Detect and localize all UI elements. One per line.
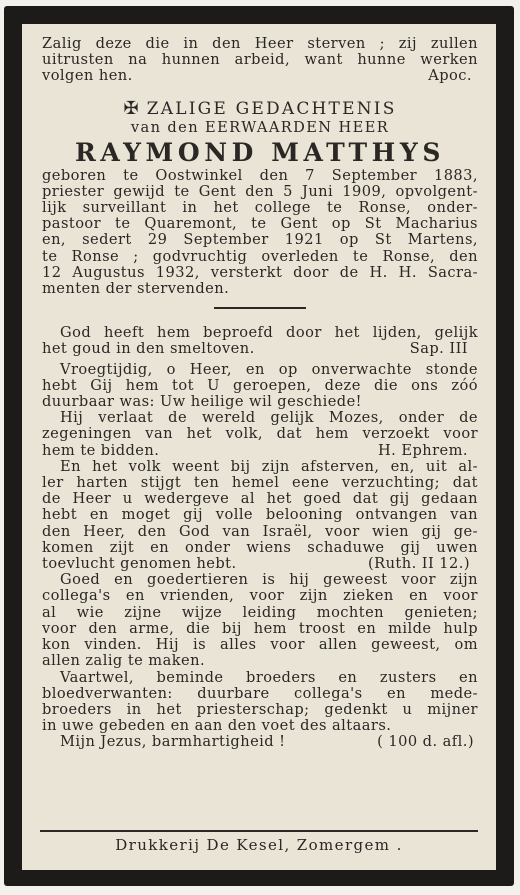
paragraph-line: broeders in het priesterschap; gedenkt u mijner <box>42 700 478 718</box>
paragraph-line: de Heer u wedergeve al het goed dat gij gedaan <box>42 490 478 508</box>
card-content <box>22 24 496 870</box>
footer-divider <box>40 830 478 832</box>
ejaculatory-prayer: Mijn Jezus, barmhartigheid ! <box>60 733 286 751</box>
paragraph-line: hebt Gij hem tot U geroepen, deze die ons zóó <box>42 376 478 394</box>
paragraph-line: hebt en moget gij volle belooning ontvangen van <box>42 506 478 524</box>
biography-line: priester gewijd te Gent den 5 Juni 1909, opvolgent- <box>42 182 478 200</box>
memorial-subtitle: van den EERWAARDEN HEER <box>130 118 390 136</box>
paragraph-line: ler harten stijgt ten hemel eene verzuchting; dat <box>42 474 478 492</box>
tribute-paragraph <box>42 572 478 669</box>
paragraph-line: bloedverwanten: duurbare collega's en mede- <box>42 684 478 702</box>
indulgence-note: ( 100 d. afl.) <box>377 733 474 751</box>
paragraph-line: En het volk weent bij zijn afsterven, en, uit al- <box>60 457 478 475</box>
epigraph-line: Zalig deze die in den Heer sterven ; zij zullen <box>42 35 478 52</box>
paragraph-line: duurbaar was: Uw heilige wil geschiede! <box>42 393 362 411</box>
paragraph-line: God heeft hem beproefd door het lijden, gelijk <box>60 324 478 342</box>
epigraph <box>42 36 478 85</box>
biography-line: te Ronse ; godvruchtig overleden te Ronse, den <box>42 247 478 265</box>
divider <box>214 307 306 309</box>
paragraph-line: Vaartwel, beminde broeders en zusters en <box>60 668 478 686</box>
cross-icon: ✠ <box>123 97 141 119</box>
epigraph-line: volgen hen. <box>42 67 133 85</box>
paragraph-line: Goed en goedertieren is hij geweest voor zijn <box>60 571 478 589</box>
paragraph-line: komen zijt en onder wiens schaduwe gij uwen <box>42 538 478 556</box>
paragraph-line: al wie zijne wijze leiding mochten genieten; <box>42 603 478 621</box>
paragraph-last-row <box>42 556 478 572</box>
deceased-name: RAYMOND MATTHYS <box>74 137 445 167</box>
paragraph-line: in uwe gebeden en aan den voet des altaars. <box>42 717 392 735</box>
paragraph-line: Vroegtijdig, o Heer, en op onverwachte stonde <box>60 360 478 378</box>
epigraph-line: uitrusten na hunnen arbeid, want hunne werken <box>42 51 478 69</box>
paragraph-line: zegeningen van het volk, dat hem verzoekt voor <box>42 425 478 443</box>
epigraph-source: Apoc. <box>428 67 472 85</box>
paragraph-last-row <box>42 341 478 357</box>
paragraph-line: allen zalig te maken. <box>42 652 206 670</box>
paragraph-line: den Heer, den God van Israël, voor wien gij ge- <box>42 522 478 540</box>
memorial-card <box>4 6 514 886</box>
scripture-paragraph <box>42 410 478 459</box>
scripture-paragraph <box>42 459 478 572</box>
biography-line: en, sedert 29 September 1921 op St Martens, <box>42 231 478 249</box>
memorial-title-text: ZALIGE GEDACHTENIS <box>146 98 397 119</box>
biography-line: 12 Augustus 1932, versterkt door de H. H. Sacra- <box>42 263 478 281</box>
farewell-paragraph <box>42 670 478 735</box>
biography-line: lijk surveillant in het college te Ronse, onder- <box>42 199 478 217</box>
paragraph-last-row <box>42 443 478 459</box>
biography-line: geboren te Oostwinkel den 7 September 1883, <box>42 166 478 184</box>
scripture-paragraph <box>42 325 478 357</box>
prayer-row <box>42 734 478 750</box>
paragraph-line: toevlucht genomen hebt. <box>42 555 237 573</box>
paragraph-line: collega's en vrienden, voor zijn zieken en voor <box>42 587 478 605</box>
paragraph-source: (Ruth. II 12.) <box>368 555 470 573</box>
memorial-title <box>42 99 478 119</box>
printer-credit: Drukkerij De Kesel, Zomergem . <box>115 836 403 854</box>
paragraph-line: het goud in den smeltoven. <box>42 340 255 358</box>
biography <box>42 168 478 298</box>
paragraph-line: kon vinden. Hij is alles voor allen geweest, om <box>42 636 478 654</box>
prayer-paragraph <box>42 362 478 411</box>
paragraph-source: Sap. III <box>409 340 468 358</box>
epigraph-last-row <box>42 68 478 84</box>
paragraph-line: voor den arme, die bij hem troost en milde hulp <box>42 619 478 637</box>
paragraph-line: Hij verlaat de wereld gelijk Mozes, onder de <box>60 409 478 427</box>
paragraph-source: H. Ephrem. <box>378 441 468 459</box>
paragraph-line: hem te bidden. <box>42 441 160 459</box>
biography-line: pastoor te Quaremont, te Gent op St Macharius <box>42 215 478 233</box>
biography-line: menten der stervenden. <box>42 280 230 298</box>
